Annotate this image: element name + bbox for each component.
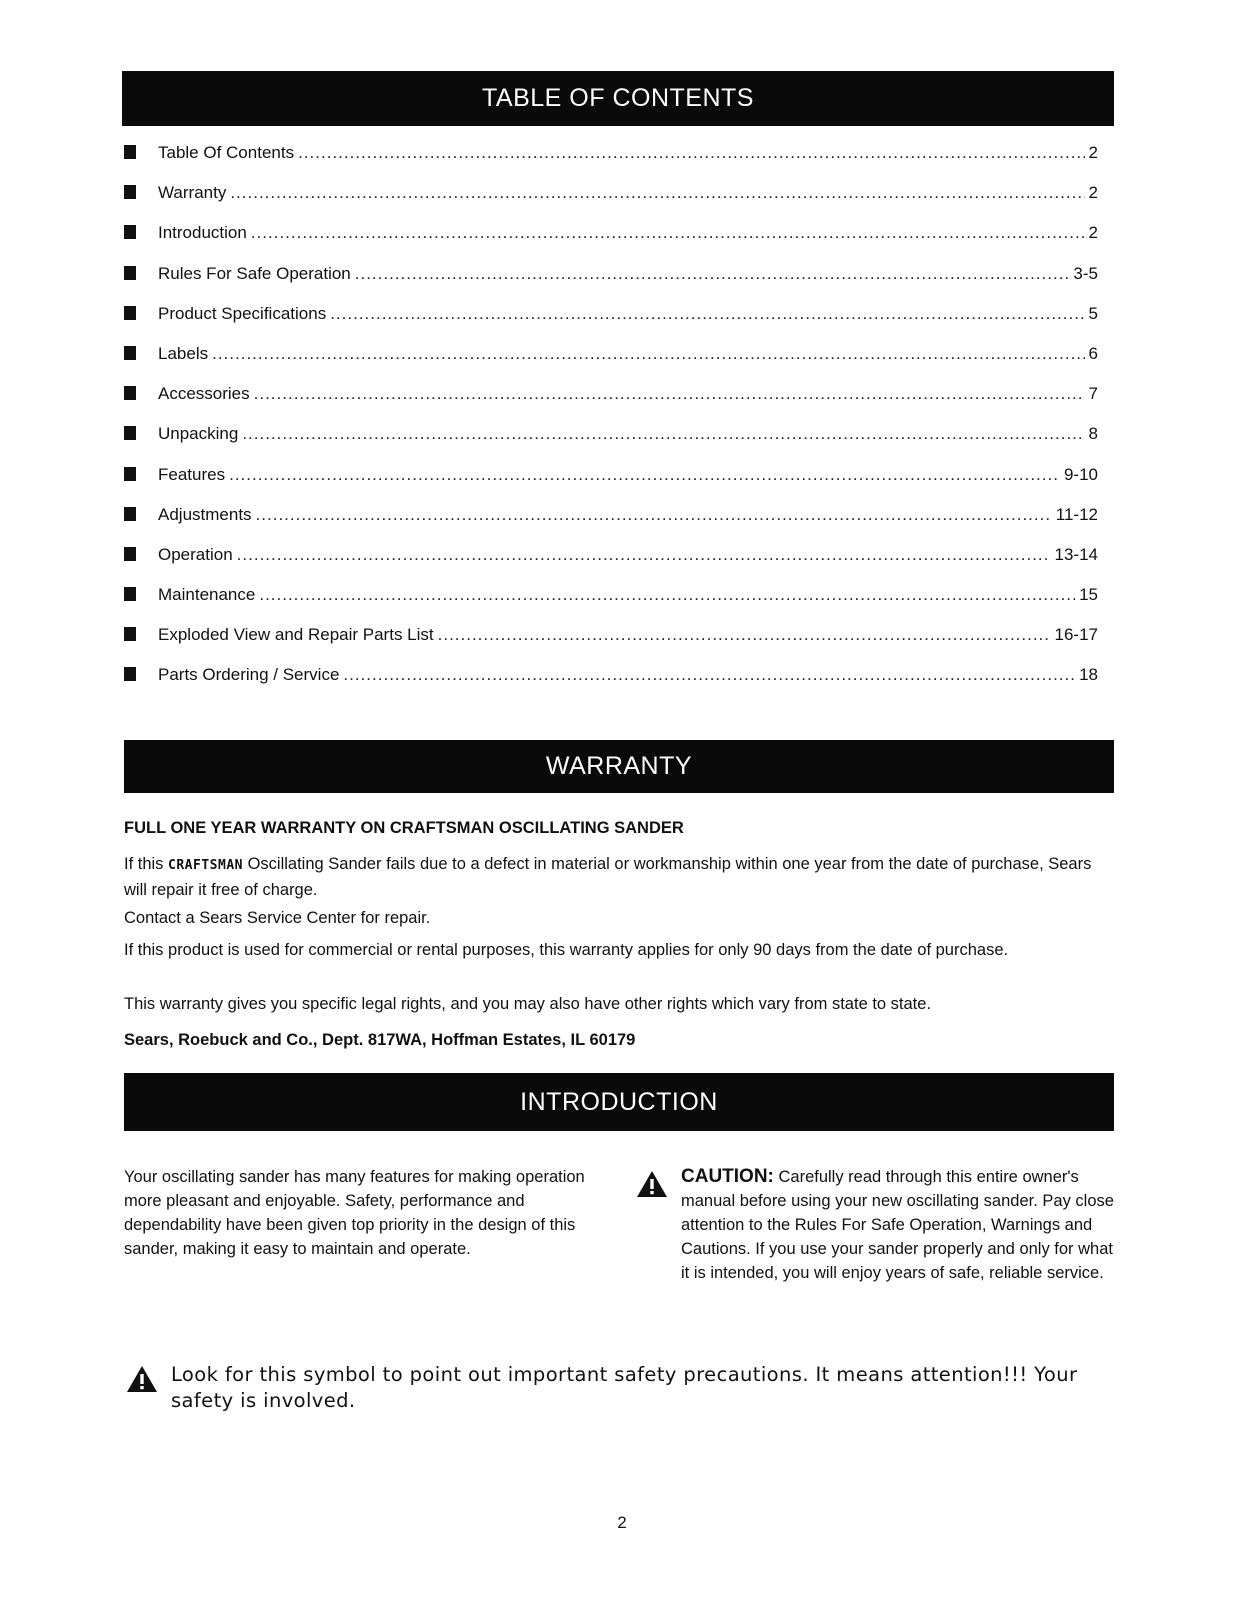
toc-item-label: Table Of Contents: [158, 143, 295, 162]
bullet-icon: [124, 627, 136, 641]
bullet-icon: [124, 667, 136, 681]
craftsman-logo: CRAFTSMAN: [168, 858, 243, 873]
warning-triangle-icon: [126, 1365, 158, 1393]
caution-text: Carefully read through this entire owner's manual before using your new oscillating sander. Pay close attention to the Rules For Safe Operation, Warnings and Cautions. If you use your sander properly and only for what it is intended, you will enjoy years of safe, reliable service.: [681, 1168, 1114, 1282]
warranty-paragraph: If this CRAFTSMAN Oscillating Sander fails due to a defect in material or workmanship within one year from the date of purchase, Sears will repair it free of charge.: [124, 855, 1092, 899]
toc-item: [124, 223, 1098, 263]
toc-item-page: 13-14: [1054, 544, 1098, 564]
bullet-icon: [124, 185, 136, 199]
bullet-icon: [124, 507, 136, 521]
toc-item: [124, 384, 1098, 424]
toc-item: [124, 545, 1098, 585]
toc-item-page: 16-17: [1054, 625, 1098, 645]
toc-item-page: 2: [1088, 223, 1098, 243]
toc-item-label: Rules For Safe Operation: [158, 263, 351, 283]
warranty-banner: WARRANTY: [124, 740, 1114, 793]
toc-item: [124, 665, 1098, 705]
toc-item-label: Features: [158, 464, 226, 484]
warranty-address: Sears, Roebuck and Co., Dept. 817WA, Hoffman Estates, IL 60179: [124, 1031, 636, 1049]
toc-item-page: 15: [1079, 585, 1098, 605]
bullet-icon: [124, 547, 136, 561]
caution-label: CAUTION:: [681, 1166, 774, 1187]
toc-item-label: Operation: [158, 544, 233, 564]
toc-item-page: 5: [1088, 303, 1098, 323]
toc-item-label: Unpacking: [158, 424, 239, 444]
toc-item-page: 6: [1088, 343, 1098, 363]
bullet-icon: [124, 426, 136, 440]
toc-item-page: 8: [1088, 424, 1098, 444]
toc-item-page: 3-5: [1073, 263, 1098, 283]
bullet-icon: [124, 346, 136, 360]
bullet-icon: [124, 266, 136, 280]
toc-item-label: Warranty: [158, 183, 227, 203]
toc-item: [124, 465, 1098, 505]
toc-item-page: 2: [1088, 143, 1098, 162]
warranty-paragraph: Contact a Sears Service Center for repair.: [124, 909, 431, 927]
bullet-icon: [124, 145, 136, 159]
bullet-icon: [124, 587, 136, 601]
safety-symbol-note: Look for this symbol to point out important safety precautions. It means attention!!! Your safety is involved.: [171, 1363, 1078, 1412]
introduction-text: Your oscillating sander has many features for making operation more pleasant and enjoyable. Safety, performance and dependability have been given top priority in the design of this sander, making it easy to maintain and operate.: [124, 1168, 585, 1258]
bullet-icon: [124, 467, 136, 481]
warranty-heading: FULL ONE YEAR WARRANTY ON CRAFTSMAN OSCILLATING SANDER: [124, 819, 684, 837]
toc-item-label: Exploded View and Repair Parts List: [158, 625, 434, 645]
page-number: 2: [617, 1513, 627, 1532]
bullet-icon: [124, 386, 136, 400]
toc-item: [124, 183, 1098, 223]
toc-item: [124, 143, 1098, 183]
toc-item: [124, 344, 1098, 384]
toc-item-page: 11-12: [1055, 504, 1098, 524]
toc-item-label: Accessories: [158, 384, 250, 404]
toc-item-page: 7: [1088, 384, 1098, 404]
table-of-contents: [124, 143, 1098, 706]
toc-item: [124, 304, 1098, 344]
toc-item: [124, 625, 1098, 665]
warranty-paragraph: This warranty gives you specific legal rights, and you may also have other rights which vary from state to state.: [124, 995, 932, 1013]
toc-banner: TABLE OF CONTENTS: [122, 71, 1114, 126]
caution-note: [681, 1165, 1121, 1285]
warning-triangle-icon: [636, 1170, 668, 1198]
toc-item: [124, 505, 1098, 545]
toc-item-label: Introduction: [158, 223, 247, 243]
toc-item-label: Labels: [158, 343, 209, 363]
toc-item-page: 18: [1079, 665, 1098, 685]
toc-item: [124, 424, 1098, 464]
toc-item-label: Adjustments: [158, 504, 252, 524]
toc-item-label: Parts Ordering / Service: [158, 665, 340, 685]
introduction-banner: INTRODUCTION: [124, 1073, 1114, 1131]
toc-item-label: Product Specifications: [158, 303, 327, 323]
bullet-icon: [124, 225, 136, 239]
toc-item-page: 9-10: [1063, 464, 1098, 484]
toc-item: [124, 264, 1098, 304]
toc-item-label: Maintenance: [158, 585, 256, 605]
toc-item: [124, 585, 1098, 625]
warranty-paragraph: If this product is used for commercial or rental purposes, this warranty applies for only 90 days from the date of purchase.: [124, 941, 1009, 959]
toc-item-page: 2: [1088, 183, 1098, 203]
bullet-icon: [124, 306, 136, 320]
